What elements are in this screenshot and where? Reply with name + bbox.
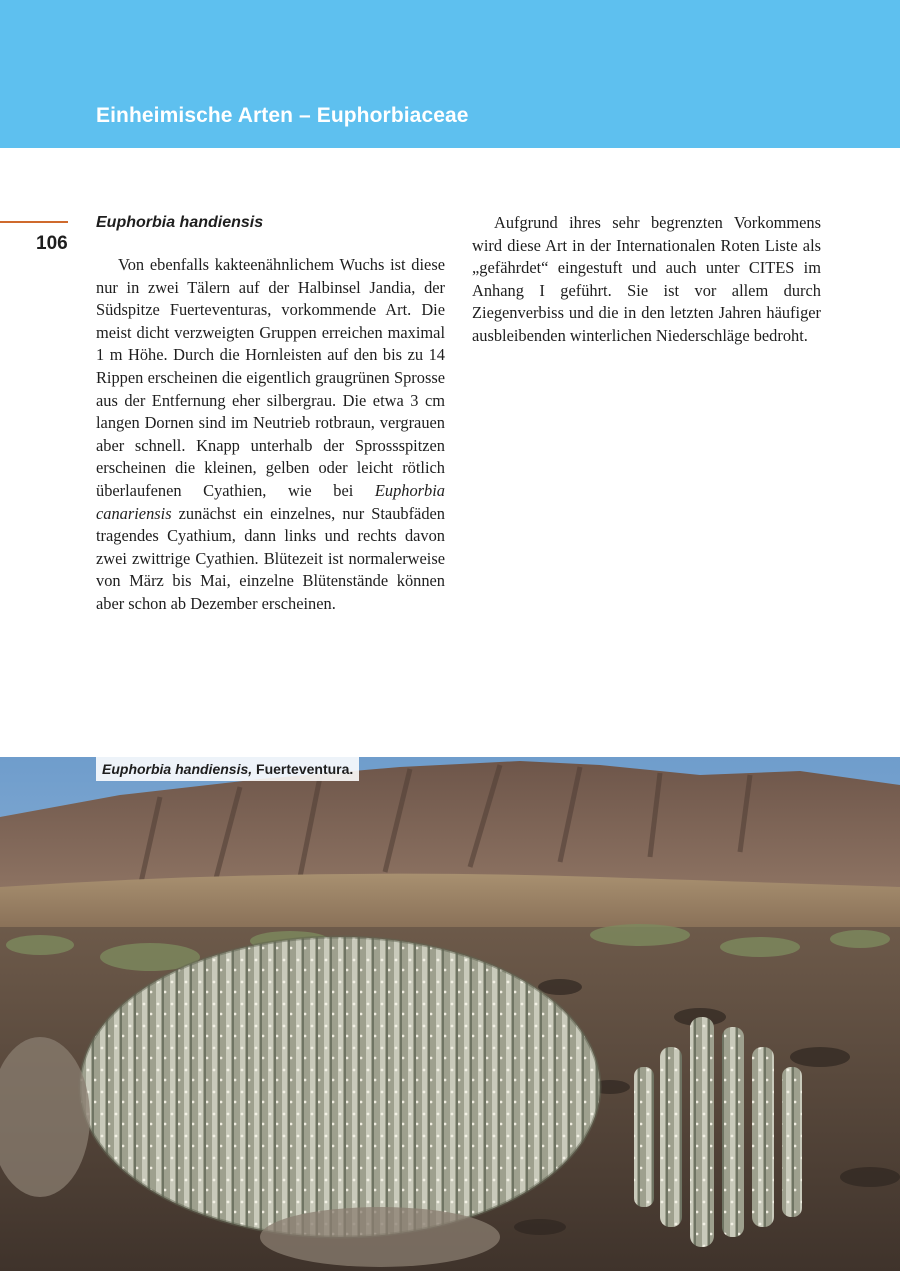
- right-column: [472, 212, 821, 348]
- description-part-2: zunächst ein einzelnes, nur Staubfäden tragendes Cyathium, dann links und rechts davon zwei zwittrige Cyathien. Blütezeit ist normalerweise von März bis Mai, einzelne Blütenstände können aber schon ab Dezember erscheinen.: [96, 503, 445, 613]
- conservation-paragraph: Aufgrund ihres sehr begrenzten Vorkommens wird diese Art in der Internationalen Roten Liste als „gefährdet“ eingestuft und auch unter CITES im Anhang I geführt. Sie ist vor allem durch Ziegenverbiss und die in den letzten Jahren häufiger ausbleibenden winterlichen Niederschläge bedroht.: [472, 213, 821, 345]
- caption-place: Fuerteventura.: [252, 761, 354, 777]
- description-paragraph: [96, 254, 445, 616]
- left-column: [96, 212, 445, 616]
- photo-caption: [96, 757, 359, 781]
- page-number-rule: [0, 221, 68, 223]
- description-part-1: Von ebenfalls kakteenähnlichem Wuchs ist diese nur in zwei Tälern auf der Halbinsel Jandia, der Südspitze Fuerteventuras, vorkommende Art. Die meist dicht verzweigten Gruppen erreichen maximal 1 m Höhe. Durch die Hornleisten auf den bis zu 14 Rippen erscheinen die eigentlich graugrünen Sprosse aus der Entfernung eher silbergrau. Die etwa 3 cm langen Dornen sind im Neutrieb rotbraun, vergrauen aber schnell. Knapp unterhalb der Sprossspitzen erscheinen die kleinen, gelben oder leicht rötlich überlaufenen Cyathien, wie bei: [96, 255, 445, 500]
- species-heading: Euphorbia handiensis: [96, 214, 264, 231]
- photo-illustration: [0, 757, 900, 1271]
- chapter-title: Einheimische Arten – Euphorbiaceae: [96, 104, 469, 127]
- landscape-photo: [0, 757, 900, 1271]
- page-number: 106: [36, 233, 68, 254]
- caption-species: Euphorbia handiensis,: [102, 761, 253, 777]
- species-reference: Euphorbia canariensis: [96, 480, 445, 523]
